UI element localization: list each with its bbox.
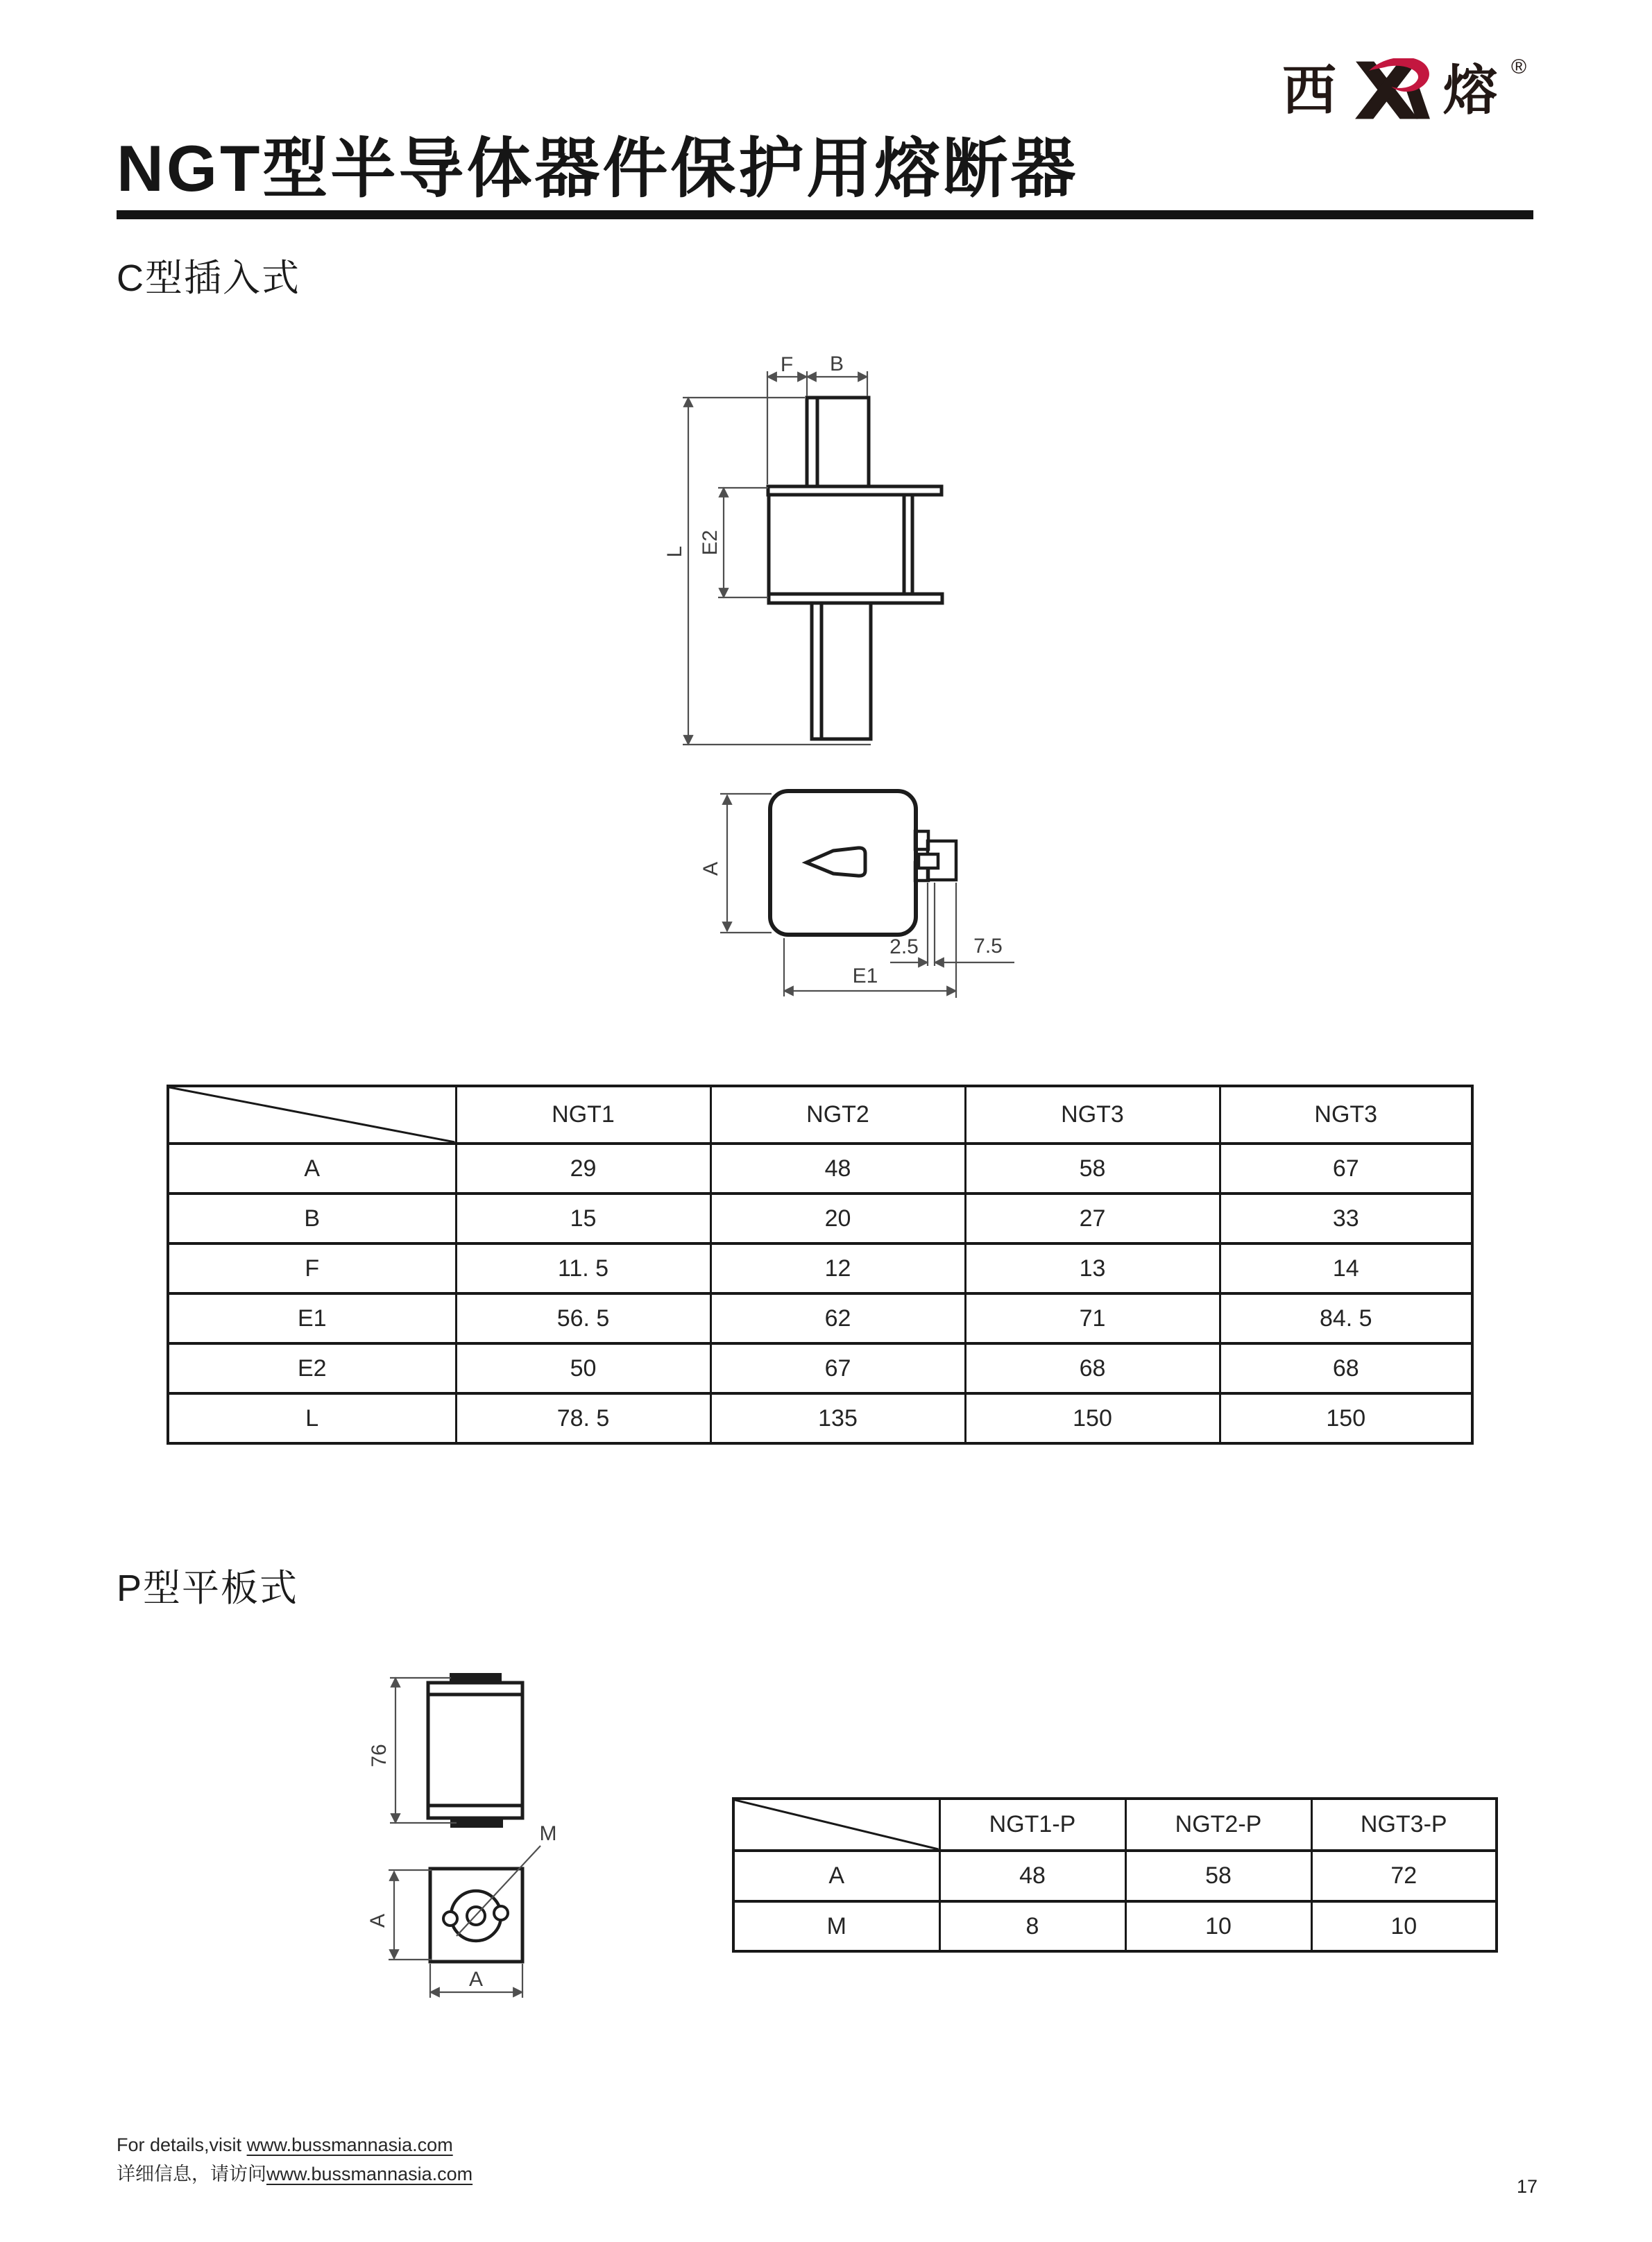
- table-cell: 62: [710, 1293, 965, 1343]
- table-row: [168, 1393, 1472, 1443]
- brand-logo: [1282, 57, 1526, 124]
- corner-cell: [733, 1799, 939, 1851]
- dim-label-e1: E1: [852, 965, 878, 987]
- col-header: NGT3: [965, 1086, 1220, 1144]
- row-label: L: [168, 1393, 456, 1443]
- dim-label-a: A: [699, 861, 722, 876]
- table-header-row: [733, 1799, 1497, 1851]
- logo-char-left: 西: [1282, 60, 1338, 121]
- col-header: NGT2: [710, 1086, 965, 1144]
- table-cell: 58: [965, 1144, 1220, 1194]
- table-cell: 78. 5: [456, 1393, 710, 1443]
- row-label: A: [168, 1144, 456, 1194]
- c-side-view-drawing: [645, 343, 992, 760]
- table-cell: 67: [710, 1343, 965, 1393]
- table-cell: 72: [1311, 1851, 1497, 1901]
- dim-label-a-left: A: [366, 1913, 389, 1928]
- col-header: NGT2-P: [1125, 1799, 1311, 1851]
- table-row: [168, 1293, 1472, 1343]
- dim-label-m: M: [539, 1822, 557, 1845]
- table-cell: 84. 5: [1220, 1293, 1472, 1343]
- row-label: A: [733, 1851, 939, 1901]
- c-dimensions-table: [167, 1085, 1474, 1445]
- table-cell: 8: [939, 1901, 1125, 1951]
- row-label: E2: [168, 1343, 456, 1393]
- c-top-view-drawing: [659, 760, 1034, 1010]
- dim-label-75: 7.5: [973, 935, 1003, 958]
- footer-line-en: [117, 2130, 472, 2159]
- table-cell: 58: [1125, 1851, 1311, 1901]
- dim-label-e2: E2: [699, 529, 722, 556]
- dim-label-76: 76: [368, 1744, 391, 1767]
- table-cell: 10: [1311, 1901, 1497, 1951]
- p-dimensions-table: [732, 1797, 1498, 1953]
- table-cell: 12: [710, 1243, 965, 1293]
- row-label: E1: [168, 1293, 456, 1343]
- table-cell: 14: [1220, 1243, 1472, 1293]
- dim-label-b: B: [829, 353, 844, 375]
- footer-line-zh: [117, 2159, 472, 2189]
- footer-en-link[interactable]: www.bussmannasia.com: [246, 2134, 453, 2155]
- dim-label-l: L: [663, 545, 686, 558]
- top-contact-pad: [450, 1673, 502, 1683]
- diagonal-line: [735, 1800, 939, 1849]
- table-row: [168, 1194, 1472, 1243]
- title-rule: [117, 210, 1533, 219]
- section-heading-p: P型平板式: [117, 1568, 299, 1609]
- registered-mark: ®: [1511, 56, 1527, 78]
- indicator-slot: [806, 848, 865, 876]
- footer-en-text: For details,visit: [117, 2134, 247, 2155]
- row-label: M: [733, 1901, 939, 1951]
- table-cell: 15: [456, 1194, 710, 1243]
- bottom-contact-pad: [450, 1818, 503, 1828]
- dim-label-f: F: [780, 353, 794, 376]
- table-cell: 68: [965, 1343, 1220, 1393]
- logo-char-right: 熔: [1443, 60, 1499, 121]
- table-cell: 48: [939, 1851, 1125, 1901]
- table-cell: 10: [1125, 1901, 1311, 1951]
- table-row: [733, 1851, 1497, 1901]
- col-header: NGT3-P: [1311, 1799, 1497, 1851]
- table-cell: 33: [1220, 1194, 1472, 1243]
- page-number: 17: [1517, 2176, 1538, 2197]
- table-cell: 20: [710, 1194, 965, 1243]
- table-cell: 56. 5: [456, 1293, 710, 1343]
- table-cell: 29: [456, 1144, 710, 1194]
- page-title: NGT型半导体器件保护用熔断器: [117, 132, 1079, 205]
- table-row: [168, 1343, 1472, 1393]
- row-label: F: [168, 1243, 456, 1293]
- corner-cell: [168, 1086, 456, 1144]
- dim-label-25: 2.5: [889, 935, 919, 958]
- xr-logo-mark: [1350, 58, 1431, 122]
- table-row: [733, 1901, 1497, 1951]
- table-cell: 11. 5: [456, 1243, 710, 1293]
- table-cell: 150: [965, 1393, 1220, 1443]
- table-cell: 135: [710, 1393, 965, 1443]
- table-row: [168, 1144, 1472, 1194]
- table-row: [168, 1243, 1472, 1293]
- table-cell: 27: [965, 1194, 1220, 1243]
- table-cell: 13: [965, 1243, 1220, 1293]
- diagonal-line: [169, 1087, 455, 1142]
- table-header-row: [168, 1086, 1472, 1144]
- row-label: B: [168, 1194, 456, 1243]
- footer-zh-text: 详细信息，请访问: [117, 2164, 266, 2184]
- table-cell: 48: [710, 1144, 965, 1194]
- table-cell: 68: [1220, 1343, 1472, 1393]
- dim-label-a-bottom: A: [468, 1968, 484, 1991]
- footer-zh-link[interactable]: www.bussmannasia.com: [266, 2164, 473, 2184]
- page-footer: [117, 2130, 472, 2189]
- section-heading-c: C型插入式: [117, 257, 300, 299]
- table-cell: 67: [1220, 1144, 1472, 1194]
- col-header: NGT1-P: [939, 1799, 1125, 1851]
- p-type-drawing: [361, 1662, 618, 2009]
- col-header: NGT3: [1220, 1086, 1472, 1144]
- table-cell: 50: [456, 1343, 710, 1393]
- col-header: NGT1: [456, 1086, 710, 1144]
- table-cell: 150: [1220, 1393, 1472, 1443]
- table-cell: 71: [965, 1293, 1220, 1343]
